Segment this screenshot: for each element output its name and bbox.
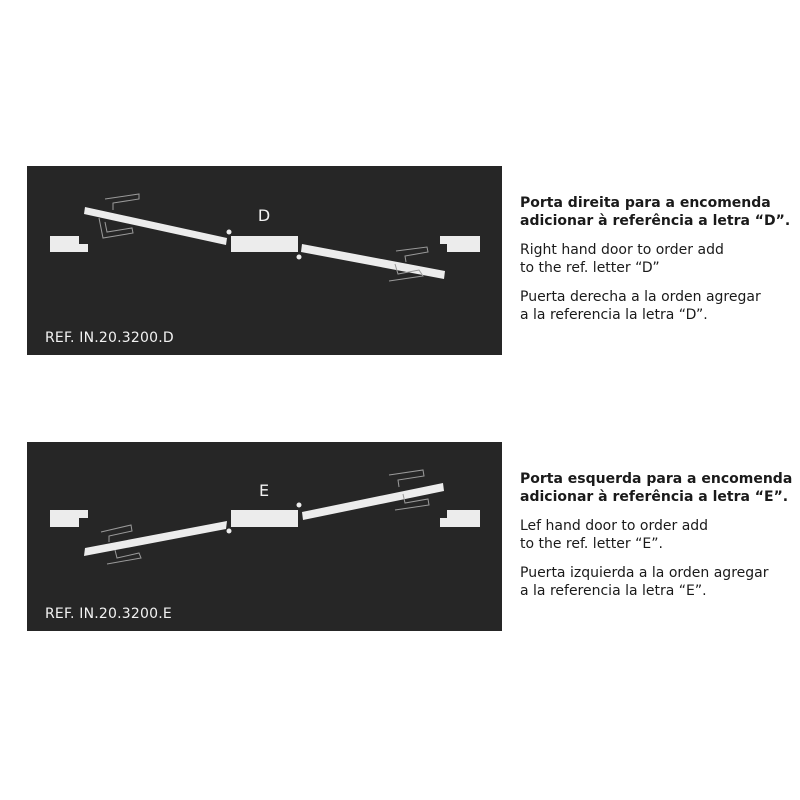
- door-leaf-right: [302, 483, 444, 520]
- door-plan-drawing-d: [27, 166, 502, 355]
- hinge-pivot-right: [297, 255, 302, 260]
- es-line-1: Puerta izquierda a la orden agregar: [520, 565, 769, 581]
- description-es: [520, 564, 795, 600]
- title-line-2: adicionar à referência a letra “E”.: [520, 489, 789, 505]
- door-leaf-right: [301, 244, 445, 279]
- description-es: [520, 288, 795, 324]
- description-title-pt: [520, 470, 795, 506]
- description-en: [520, 241, 795, 277]
- reference-code: REF. IN.20.3200.E: [45, 606, 172, 622]
- center-fixed-panel: [231, 236, 298, 252]
- es-line-1: Puerta derecha a la orden agregar: [520, 289, 761, 305]
- en-line-2: to the ref. letter “D”: [520, 260, 660, 276]
- door-plan-drawing-e: [27, 442, 502, 631]
- door-letter-label: D: [257, 206, 271, 225]
- hinge-pivot-left: [227, 230, 232, 235]
- hinge-pivot-right: [297, 503, 302, 508]
- door-letter-label: E: [258, 481, 270, 500]
- description-title-pt: [520, 194, 795, 230]
- wall-stub-left: [50, 510, 88, 527]
- es-line-2: a la referencia la letra “E”.: [520, 583, 707, 599]
- description-right-hand: [520, 194, 795, 335]
- description-en: [520, 517, 795, 553]
- description-left-hand: [520, 470, 795, 611]
- wall-stub-right: [440, 236, 480, 252]
- title-line-2: adicionar à referência a letra “D”.: [520, 213, 791, 229]
- wall-stub-right: [440, 510, 480, 527]
- center-fixed-panel: [231, 510, 298, 527]
- en-line-1: Right hand door to order add: [520, 242, 724, 258]
- title-line-1: Porta esquerda para a encomenda: [520, 471, 793, 487]
- reference-code: REF. IN.20.3200.D: [45, 330, 174, 346]
- en-line-2: to the ref. letter “E”.: [520, 536, 663, 552]
- door-leaf-left: [84, 521, 227, 556]
- hinge-pivot-left: [227, 529, 232, 534]
- en-line-1: Lef hand door to order add: [520, 518, 709, 534]
- es-line-2: a la referencia la letra “D”.: [520, 307, 708, 323]
- door-diagram-right-hand: [27, 166, 502, 355]
- wall-stub-left: [50, 236, 88, 252]
- title-line-1: Porta direita para a encomenda: [520, 195, 771, 211]
- door-diagram-left-hand: [27, 442, 502, 631]
